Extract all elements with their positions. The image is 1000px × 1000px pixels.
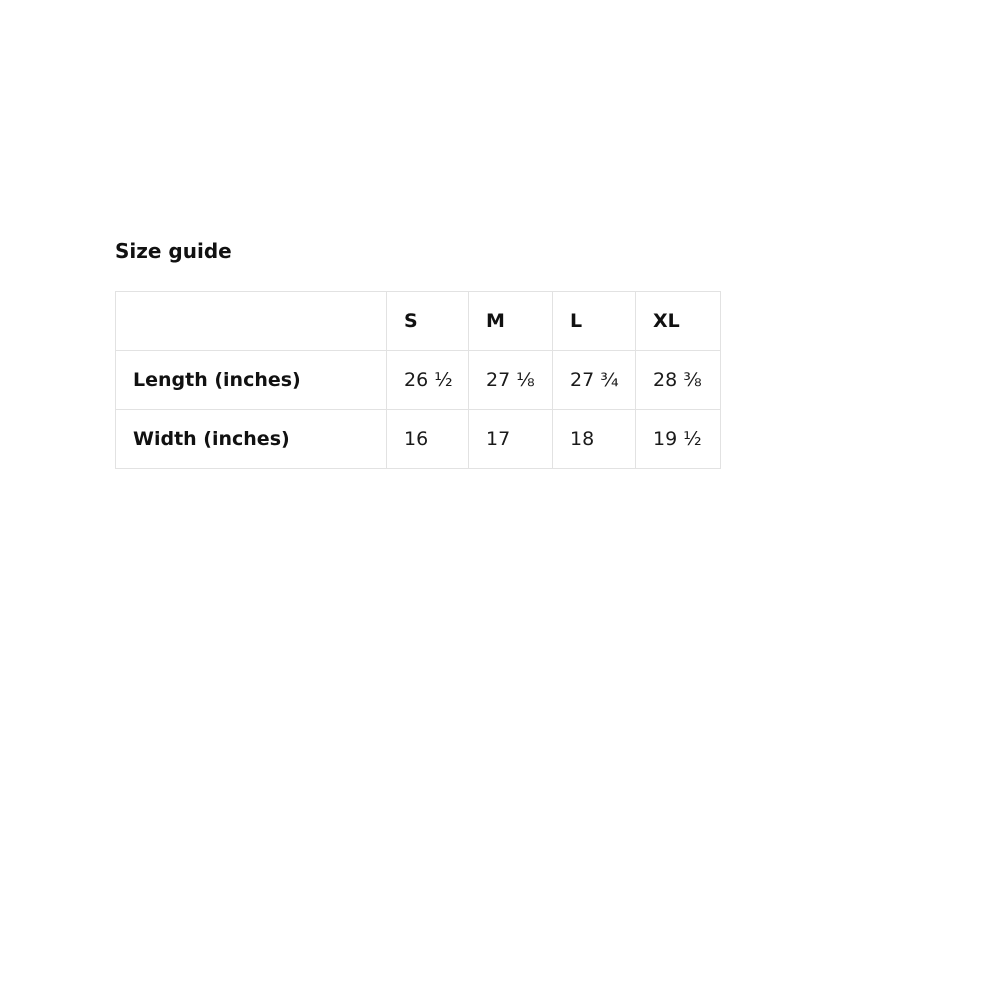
width-value-xl: 19 ½ bbox=[636, 410, 721, 469]
length-value-s: 26 ½ bbox=[387, 351, 469, 410]
corner-cell bbox=[116, 292, 387, 351]
width-value-l: 18 bbox=[553, 410, 636, 469]
col-header-xl: XL bbox=[636, 292, 721, 351]
width-value-m: 17 bbox=[469, 410, 553, 469]
table-row-length bbox=[116, 351, 721, 410]
row-label-length: Length (inches) bbox=[116, 351, 387, 410]
col-header-l: L bbox=[553, 292, 636, 351]
length-value-m: 27 ⅛ bbox=[469, 351, 553, 410]
col-header-m: M bbox=[469, 292, 553, 351]
row-label-width: Width (inches) bbox=[116, 410, 387, 469]
size-guide-section bbox=[115, 238, 721, 469]
size-guide-title: Size guide bbox=[115, 239, 232, 263]
length-value-xl: 28 ⅜ bbox=[636, 351, 721, 410]
width-value-s: 16 bbox=[387, 410, 469, 469]
size-guide-table bbox=[115, 291, 721, 469]
length-value-l: 27 ¾ bbox=[553, 351, 636, 410]
col-header-s: S bbox=[387, 292, 469, 351]
table-header-row bbox=[116, 292, 721, 351]
table-row-width bbox=[116, 410, 721, 469]
